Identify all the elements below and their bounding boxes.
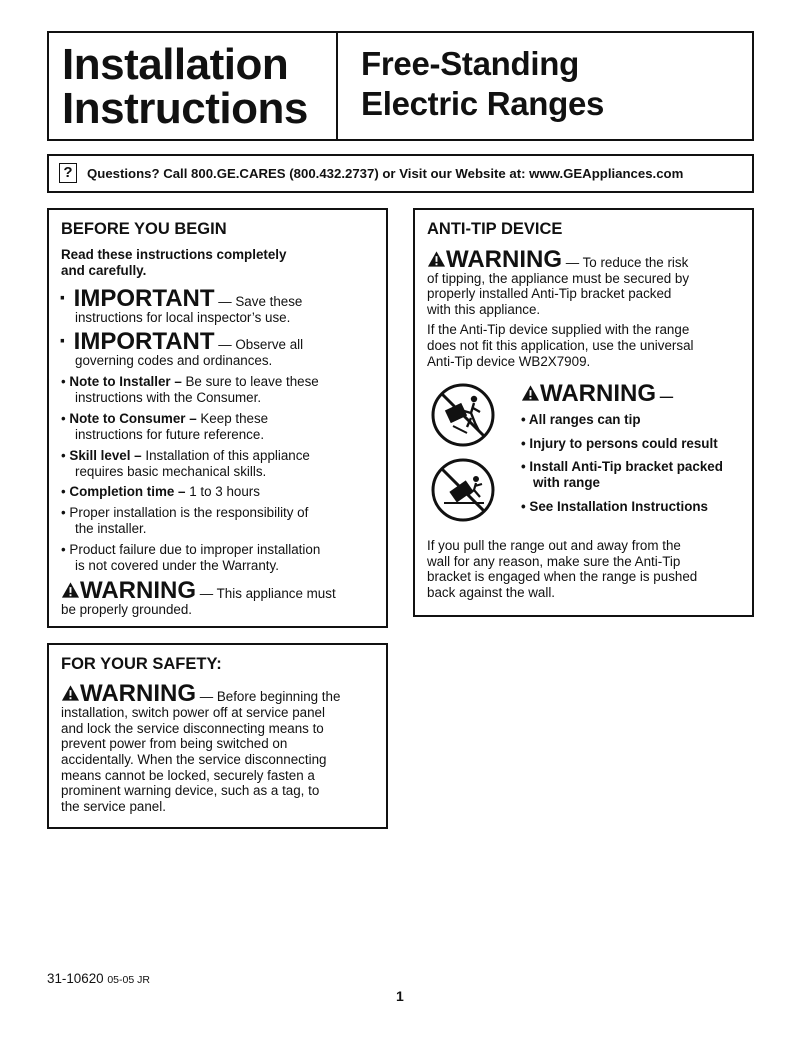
- warning-triangle-icon: [61, 581, 80, 599]
- tipping-warning-line-2: of tipping, the appliance must be secured by: [427, 271, 690, 286]
- important-item-2-line-2: governing codes and ordinances.: [75, 353, 273, 368]
- skill-level: • Skill level – Installation of this appliance: [61, 448, 310, 463]
- important-label: IMPORTANT: [73, 328, 215, 355]
- range-tipping-over-pictogram: [430, 457, 496, 523]
- tip-bullet-1: • All ranges can tip: [521, 412, 641, 427]
- anti-tip-section: [413, 208, 754, 617]
- universal-device-line-3: Anti-Tip device WB2X7909.: [427, 354, 591, 369]
- important-item-2: · IMPORTANT — Observe all: [59, 328, 304, 355]
- tipping-warning-line-3: properly installed Anti-Tip bracket packed: [427, 286, 672, 301]
- skill-level-line-2: requires basic mechanical skills.: [75, 464, 267, 479]
- safety-line-3: and lock the service disconnecting means to: [61, 721, 324, 736]
- safety-line-2: installation, switch power off at service panel: [61, 705, 325, 720]
- safety-line-5: accidentally. When the service disconnecting: [61, 752, 327, 767]
- intro-line-1: Read these instructions completely: [61, 247, 287, 262]
- product-failure: • Product failure due to improper installation: [61, 542, 321, 557]
- section-title: BEFORE YOU BEGIN: [61, 220, 227, 238]
- tipping-warning-line-4: with this appliance.: [427, 302, 541, 317]
- safety-line-7: prominent warning device, such as a tag, to: [61, 783, 320, 798]
- tip-bullet-4: • See Installation Instructions: [521, 499, 708, 514]
- important-label: IMPORTANT: [73, 285, 215, 312]
- grounding-warning-line-2: be properly grounded.: [61, 602, 193, 617]
- title-block: [47, 31, 754, 141]
- tip-bullet-3-line-2: with range: [533, 475, 600, 490]
- warning-triangle-icon: [521, 384, 540, 402]
- tip-warning: WARNING —: [521, 382, 673, 406]
- questions-text[interactable]: Questions? Call 800.GE.CARES (800.432.2737) or Visit our Website at: www.GEAppliances.com: [87, 166, 684, 181]
- power-warning: WARNING — Before beginning the: [61, 682, 340, 706]
- safety-line-4: prevent power from being switched on: [61, 736, 288, 751]
- product-failure-line-2: is not covered under the Warranty.: [75, 558, 279, 573]
- section-title: ANTI-TIP DEVICE: [427, 220, 563, 238]
- question-mark-icon: ?: [59, 163, 77, 183]
- grounding-warning: WARNING — This appliance must: [61, 579, 336, 603]
- installer-note-line-2: instructions with the Consumer.: [75, 390, 262, 405]
- completion-time: • Completion time – 1 to 3 hours: [61, 484, 260, 499]
- pull-range-line-2: wall for any reason, make sure the Anti-Tip: [427, 554, 681, 569]
- product-line-1: Free-Standing: [361, 45, 579, 82]
- consumer-note: • Note to Consumer – Keep these: [61, 411, 269, 426]
- tip-bullet-3: • Install Anti-Tip bracket packed: [521, 459, 723, 474]
- title-cell: [49, 33, 338, 139]
- safety-line-8: the service panel.: [61, 799, 166, 814]
- section-title: FOR YOUR SAFETY:: [61, 655, 222, 673]
- document-number: 31-10620 05-05 JR: [47, 971, 150, 986]
- proper-installation-line-2: the installer.: [75, 521, 147, 536]
- safety-line-6: means cannot be locked, securely fasten a: [61, 768, 315, 783]
- questions-bar: [47, 154, 754, 193]
- before-you-begin-section: [47, 208, 388, 628]
- universal-device-line-2: does not fit this application, use the universal: [427, 338, 694, 353]
- range-tipping-pictogram: [430, 382, 496, 448]
- installer-note: • Note to Installer – Be sure to leave these: [61, 374, 319, 389]
- pull-range-line-1: If you pull the range out and away from the: [427, 538, 681, 553]
- tipping-warning: WARNING — To reduce the risk: [427, 248, 688, 272]
- proper-installation: • Proper installation is the responsibility of: [61, 505, 309, 520]
- safety-section: [47, 643, 388, 829]
- title-line-1: Installation: [62, 40, 289, 89]
- warning-triangle-icon: [427, 250, 446, 268]
- title-line-2: Instructions: [62, 84, 308, 133]
- pull-range-line-3: bracket is engaged when the range is pushed: [427, 569, 698, 584]
- product-line-2: Electric Ranges: [361, 85, 605, 122]
- pull-range-line-4: back against the wall.: [427, 585, 556, 600]
- warning-triangle-icon: [61, 684, 80, 702]
- page-number: 1: [396, 988, 404, 1004]
- universal-device-line-1: If the Anti-Tip device supplied with the range: [427, 322, 690, 337]
- important-item-1: · IMPORTANT — Save these: [59, 285, 303, 312]
- important-item-1-line-2: instructions for local inspector’s use.: [75, 310, 291, 325]
- intro-line-2: and carefully.: [61, 263, 147, 278]
- document-date: 05-05 JR: [107, 974, 150, 986]
- tip-bullet-2: • Injury to persons could result: [521, 436, 718, 451]
- consumer-note-line-2: instructions for future reference.: [75, 427, 265, 442]
